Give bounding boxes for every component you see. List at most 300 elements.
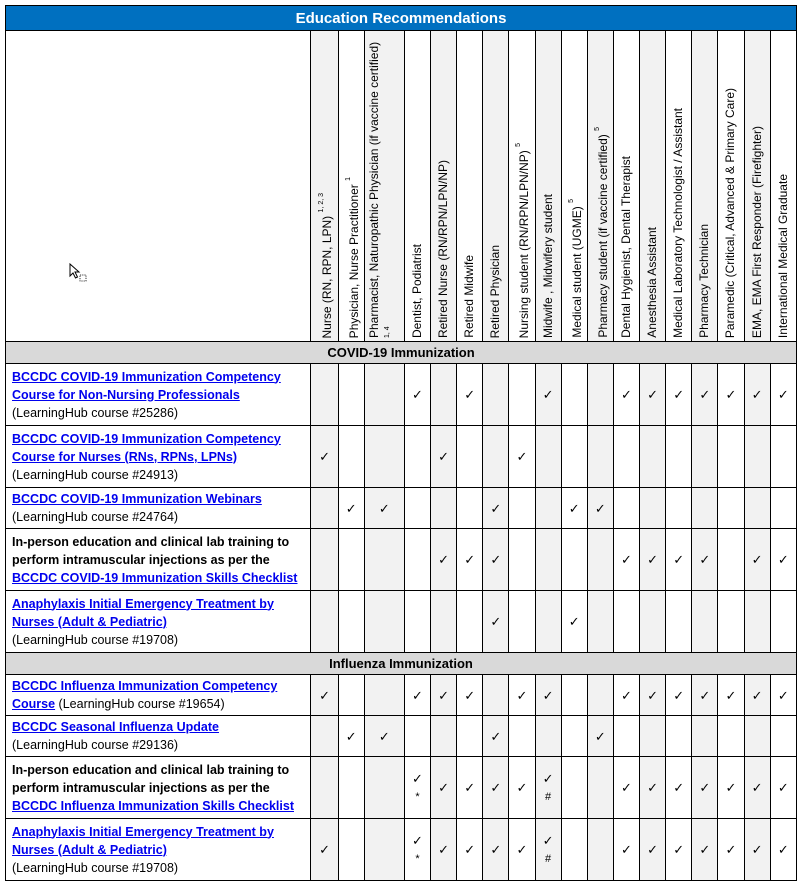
cell: [431, 819, 457, 881]
column-header-label: Medical Laboratory Technologist / Assistant: [671, 108, 686, 338]
cell: [483, 529, 509, 591]
cell: [718, 757, 744, 819]
cell: [483, 757, 509, 819]
cell: [692, 675, 718, 716]
checkmark: ✓: [345, 500, 357, 516]
cell: [457, 426, 483, 488]
course-link[interactable]: BCCDC COVID-19 Immunization Skills Checklist: [12, 570, 298, 585]
checkmark: ✓: [594, 500, 606, 516]
table-row: [6, 716, 797, 757]
course-link[interactable]: Anaphylaxis Initial Emergency Treatment by Nurses (Adult & Pediatric): [12, 824, 274, 857]
cell: [311, 591, 338, 653]
checkmark: ✓: [412, 833, 423, 848]
checkmark: ✓: [490, 728, 502, 744]
cell: [364, 591, 404, 653]
cell: [613, 675, 639, 716]
cell: [770, 819, 796, 881]
checkmark: ✓: [777, 842, 789, 857]
cell: [613, 364, 639, 426]
column-header-label: Anesthesia Assistant: [645, 227, 660, 338]
cell: [404, 819, 430, 881]
cell: [770, 364, 796, 426]
cell: [770, 757, 796, 819]
column-header-label: International Medical Graduate: [775, 173, 790, 338]
cell: [535, 591, 561, 653]
cell: [338, 364, 364, 426]
cell: [404, 716, 430, 757]
course-description: [6, 364, 311, 426]
checkmark: ✓: [516, 449, 528, 464]
cell: [692, 529, 718, 591]
checkmark: ✓: [345, 728, 357, 744]
cell: [640, 819, 666, 881]
cell: [483, 675, 509, 716]
cell: [744, 675, 770, 716]
cell: [718, 488, 744, 529]
checkmark: ✓: [490, 552, 502, 567]
cell: [338, 716, 364, 757]
course-description: [6, 426, 311, 488]
table-row: [6, 364, 797, 426]
column-header-label: Midwife , Midwifery student: [540, 193, 555, 338]
cell: [431, 488, 457, 529]
table-row: [6, 675, 797, 716]
checkmark: ✓: [751, 780, 763, 795]
cell: [692, 426, 718, 488]
cell-note: *: [415, 791, 420, 803]
footnote-ref: 1, 2, 3: [318, 192, 326, 212]
cell: [483, 364, 509, 426]
cell: [483, 426, 509, 488]
cell: [561, 426, 587, 488]
checkmark: ✓: [464, 780, 476, 795]
checkmark: ✓: [699, 687, 711, 703]
cell: [364, 529, 404, 591]
checkmark: ✓: [412, 771, 423, 786]
cell: [587, 426, 613, 488]
column-header: [613, 31, 639, 342]
cell: [587, 591, 613, 653]
column-header: [640, 31, 666, 342]
cell: [404, 757, 430, 819]
checkmark: ✓: [438, 687, 450, 703]
cell-note: #: [545, 791, 552, 803]
cell: [431, 675, 457, 716]
cell: [535, 716, 561, 757]
checkmark: ✓: [490, 500, 502, 516]
cell: [718, 716, 744, 757]
cell: [535, 675, 561, 716]
cell: [509, 591, 535, 653]
cell: [770, 426, 796, 488]
column-header-label: Pharmacy Technician: [697, 224, 712, 338]
checkmark: ✓: [725, 842, 737, 857]
cell: [457, 529, 483, 591]
cell: [311, 426, 338, 488]
cell: [613, 716, 639, 757]
cell: [509, 529, 535, 591]
checkmark: ✓: [751, 387, 763, 402]
cell: [640, 426, 666, 488]
cell: [666, 716, 692, 757]
cell: [692, 757, 718, 819]
cell: [718, 364, 744, 426]
cell: [311, 757, 338, 819]
cell: [561, 716, 587, 757]
cell: [535, 488, 561, 529]
cell: [770, 488, 796, 529]
column-header: [770, 31, 796, 342]
checkmark: ✓: [621, 552, 632, 567]
cell: [561, 591, 587, 653]
checkmark: ✓: [516, 687, 528, 703]
course-description: [6, 757, 311, 819]
column-header-label: Nursing student (RN/RPN/LPN/NP): [517, 149, 532, 338]
cell: [561, 675, 587, 716]
cell: [692, 488, 718, 529]
checkmark: ✓: [777, 552, 789, 567]
column-header-label: EMA, EMA First Responder (Firefighter): [749, 125, 764, 338]
checkmark: ✓: [568, 500, 580, 516]
footnote-ref: 1: [344, 176, 352, 181]
cell: [718, 591, 744, 653]
cell: [770, 529, 796, 591]
checkmark: ✓: [621, 780, 632, 795]
cell: [311, 819, 338, 881]
cell: [587, 529, 613, 591]
checkmark: ✓: [751, 842, 763, 857]
course-number: (LearningHub course #25286): [12, 405, 179, 420]
cell: [338, 757, 364, 819]
cell: [744, 716, 770, 757]
cell: [404, 529, 430, 591]
cell: [587, 675, 613, 716]
course-number: (LearningHub course #24913): [12, 467, 179, 482]
column-header: [364, 31, 404, 342]
cell: [535, 426, 561, 488]
cell-note: #: [545, 853, 552, 865]
cell: [457, 591, 483, 653]
table-row: [6, 757, 797, 819]
checkmark: ✓: [319, 687, 330, 703]
course-description: [6, 529, 311, 591]
cell: [744, 757, 770, 819]
column-header: [744, 31, 770, 342]
cell: [431, 364, 457, 426]
cell: [744, 591, 770, 653]
column-header: [587, 31, 613, 342]
course-link[interactable]: BCCDC Seasonal Influenza Update: [12, 720, 219, 734]
checkmark: ✓: [464, 552, 476, 567]
checkmark: ✓: [673, 687, 685, 703]
course-link[interactable]: BCCDC COVID-19 Immunization Competency Course for Nurses (RNs, RPNs, LPNs): [12, 431, 281, 464]
checkmark: ✓: [412, 687, 423, 703]
course-link[interactable]: BCCDC COVID-19 Immunization Webinars: [12, 492, 262, 506]
checkmark: ✓: [673, 842, 685, 857]
cell: [431, 426, 457, 488]
checkmark: ✓: [647, 780, 659, 795]
cell: [311, 716, 338, 757]
cell: [509, 819, 535, 881]
checkmark: ✓: [438, 842, 450, 857]
cell: [509, 426, 535, 488]
cell: [770, 716, 796, 757]
cell: [744, 819, 770, 881]
checkmark: ✓: [647, 687, 659, 703]
column-header-label: Dentist, Podiatrist: [409, 243, 424, 338]
course-number: (LearningHub course #29136): [12, 738, 179, 752]
cell: [561, 819, 587, 881]
cell: [364, 426, 404, 488]
cell: [311, 488, 338, 529]
course-number: (LearningHub course #24764): [12, 510, 179, 524]
title-row: [6, 6, 797, 31]
cell: [744, 488, 770, 529]
course-description: [6, 488, 311, 529]
cell: [640, 364, 666, 426]
table-title: Education Recommendations: [6, 6, 797, 31]
cell: [404, 488, 430, 529]
checkmark: ✓: [490, 614, 502, 629]
cell: [509, 675, 535, 716]
cell: [364, 488, 404, 529]
cell: [587, 757, 613, 819]
cell: [561, 488, 587, 529]
column-header: [561, 31, 587, 342]
cell: [692, 716, 718, 757]
course-link[interactable]: BCCDC Influenza Immunization Competency Course: [12, 679, 278, 711]
course-number: (LearningHub course #19654): [55, 697, 225, 711]
cell: [364, 819, 404, 881]
cell: [640, 675, 666, 716]
cell: [666, 426, 692, 488]
checkmark: ✓: [542, 771, 554, 786]
cell: [509, 488, 535, 529]
mouse-cursor-icon: [69, 263, 87, 283]
checkmark: ✓: [542, 387, 554, 402]
cell: [561, 757, 587, 819]
section-header-row: [6, 653, 797, 675]
cell: [666, 364, 692, 426]
checkmark: ✓: [621, 842, 632, 857]
cell: [338, 819, 364, 881]
cell: [561, 529, 587, 591]
checkmark: ✓: [699, 780, 711, 795]
cell: [535, 819, 561, 881]
checkmark: ✓: [438, 780, 450, 795]
cell: [431, 757, 457, 819]
cell: [613, 757, 639, 819]
cell: [640, 488, 666, 529]
cell: [692, 591, 718, 653]
column-header-label: Paramedic (Critical, Advanced & Primary Care): [723, 87, 738, 338]
cell: [718, 529, 744, 591]
cell: [613, 819, 639, 881]
header-corner-cell: [6, 31, 311, 342]
cell: [666, 675, 692, 716]
checkmark: ✓: [647, 387, 659, 402]
cell: [692, 364, 718, 426]
checkmark: ✓: [490, 842, 502, 857]
course-description: [6, 819, 311, 881]
checkmark: ✓: [673, 552, 685, 567]
checkmark: ✓: [647, 842, 659, 857]
checkmark: ✓: [777, 387, 789, 402]
column-header: [718, 31, 744, 342]
checkmark: ✓: [725, 780, 737, 795]
column-header: [431, 31, 457, 342]
checkmark: ✓: [725, 687, 737, 703]
checkmark: ✓: [438, 552, 450, 567]
column-header-label: Medical student (UGME): [569, 206, 584, 338]
cell: [640, 529, 666, 591]
cell-note: *: [415, 853, 420, 865]
checkmark: ✓: [542, 687, 554, 703]
cell: [613, 591, 639, 653]
checkmark: ✓: [490, 780, 502, 795]
column-header-label: Pharmacy student (if vaccine certified): [595, 134, 610, 338]
cell: [509, 364, 535, 426]
cell: [509, 757, 535, 819]
cell: [640, 757, 666, 819]
cell: [744, 364, 770, 426]
section-title: Influenza Immunization: [6, 653, 797, 675]
section-header-row: [6, 342, 797, 364]
checkmark: ✓: [699, 842, 711, 857]
checkmark: ✓: [621, 387, 632, 402]
checkmark: ✓: [673, 780, 685, 795]
cell: [666, 488, 692, 529]
cell: [338, 591, 364, 653]
cell: [338, 488, 364, 529]
cell: [666, 591, 692, 653]
course-link[interactable]: BCCDC COVID-19 Immunization Competency Course for Non-Nursing Professionals: [12, 369, 281, 402]
footnote-ref: 5: [593, 127, 601, 132]
column-header-label: Pharmacist, Naturopathic Physician (if vaccine certified): [367, 41, 382, 338]
footnote-ref: 1, 4: [384, 326, 392, 338]
course-description: [6, 591, 311, 653]
education-recommendations-table: [5, 5, 797, 881]
course-link[interactable]: Anaphylaxis Initial Emergency Treatment by Nurses (Adult & Pediatric): [12, 596, 274, 629]
table-row: [6, 426, 797, 488]
checkmark: ✓: [464, 387, 476, 402]
cell: [457, 716, 483, 757]
table-row: [6, 591, 797, 653]
cell: [561, 364, 587, 426]
cell: [613, 426, 639, 488]
cell: [587, 488, 613, 529]
cell: [311, 675, 338, 716]
checkmark: ✓: [464, 842, 476, 857]
cell: [404, 675, 430, 716]
column-header: [535, 31, 561, 342]
checkmark: ✓: [319, 449, 330, 464]
checkmark: ✓: [777, 780, 789, 795]
column-header: [311, 31, 338, 342]
course-link[interactable]: BCCDC Influenza Immunization Skills Checklist: [12, 798, 294, 813]
cell: [311, 364, 338, 426]
cell: [666, 529, 692, 591]
cell: [431, 591, 457, 653]
cell: [744, 426, 770, 488]
footnote-ref: 5: [567, 199, 575, 204]
checkmark: ✓: [378, 728, 390, 744]
checkmark: ✓: [516, 842, 528, 857]
cell: [404, 426, 430, 488]
course-text: In-person education and clinical lab training to perform intramuscular injections as per the: [12, 534, 290, 567]
cell: [718, 675, 744, 716]
cell: [404, 591, 430, 653]
cell: [613, 488, 639, 529]
cell: [457, 488, 483, 529]
column-header-label: Dental Hygienist, Dental Therapist: [618, 156, 633, 338]
checkmark: ✓: [464, 687, 476, 703]
cell: [338, 675, 364, 716]
cell: [338, 529, 364, 591]
cell: [483, 819, 509, 881]
cell: [483, 716, 509, 757]
cell: [404, 364, 430, 426]
column-header-label: Retired Nurse (RN/RPN/LPN/NP): [436, 159, 451, 338]
checkmark: ✓: [621, 687, 632, 703]
cell: [457, 757, 483, 819]
checkmark: ✓: [751, 552, 763, 567]
cell: [457, 675, 483, 716]
cell: [364, 757, 404, 819]
cell: [718, 819, 744, 881]
cell: [338, 426, 364, 488]
cell: [364, 675, 404, 716]
cell: [509, 716, 535, 757]
column-header: [457, 31, 483, 342]
cell: [640, 591, 666, 653]
column-header: [483, 31, 509, 342]
table-row: [6, 819, 797, 881]
column-header-label: Retired Midwife: [462, 255, 477, 338]
column-header: [666, 31, 692, 342]
cell: [457, 819, 483, 881]
cell: [666, 819, 692, 881]
column-header: [692, 31, 718, 342]
table-row: [6, 529, 797, 591]
cell: [364, 364, 404, 426]
checkmark: ✓: [699, 387, 711, 402]
column-header-row: [6, 31, 797, 342]
course-number: (LearningHub course #19708): [12, 632, 179, 647]
table-row: [6, 488, 797, 529]
column-header-label: Retired Physician: [488, 244, 503, 338]
cell: [744, 529, 770, 591]
column-header: [404, 31, 430, 342]
checkmark: ✓: [568, 614, 580, 629]
cell: [640, 716, 666, 757]
cell: [431, 716, 457, 757]
footnote-ref: 5: [515, 142, 523, 147]
checkmark: ✓: [378, 500, 390, 516]
cell: [587, 364, 613, 426]
checkmark: ✓: [751, 687, 763, 703]
checkmark: ✓: [516, 780, 528, 795]
checkmark: ✓: [673, 387, 685, 402]
column-header-label: Nurse (RN, RPN, LPN): [320, 215, 335, 338]
checkmark: ✓: [412, 387, 423, 402]
checkmark: ✓: [319, 842, 330, 857]
checkmark: ✓: [594, 728, 606, 744]
cell: [535, 757, 561, 819]
cell: [613, 529, 639, 591]
section-title: COVID-19 Immunization: [6, 342, 797, 364]
checkmark: ✓: [542, 833, 554, 848]
